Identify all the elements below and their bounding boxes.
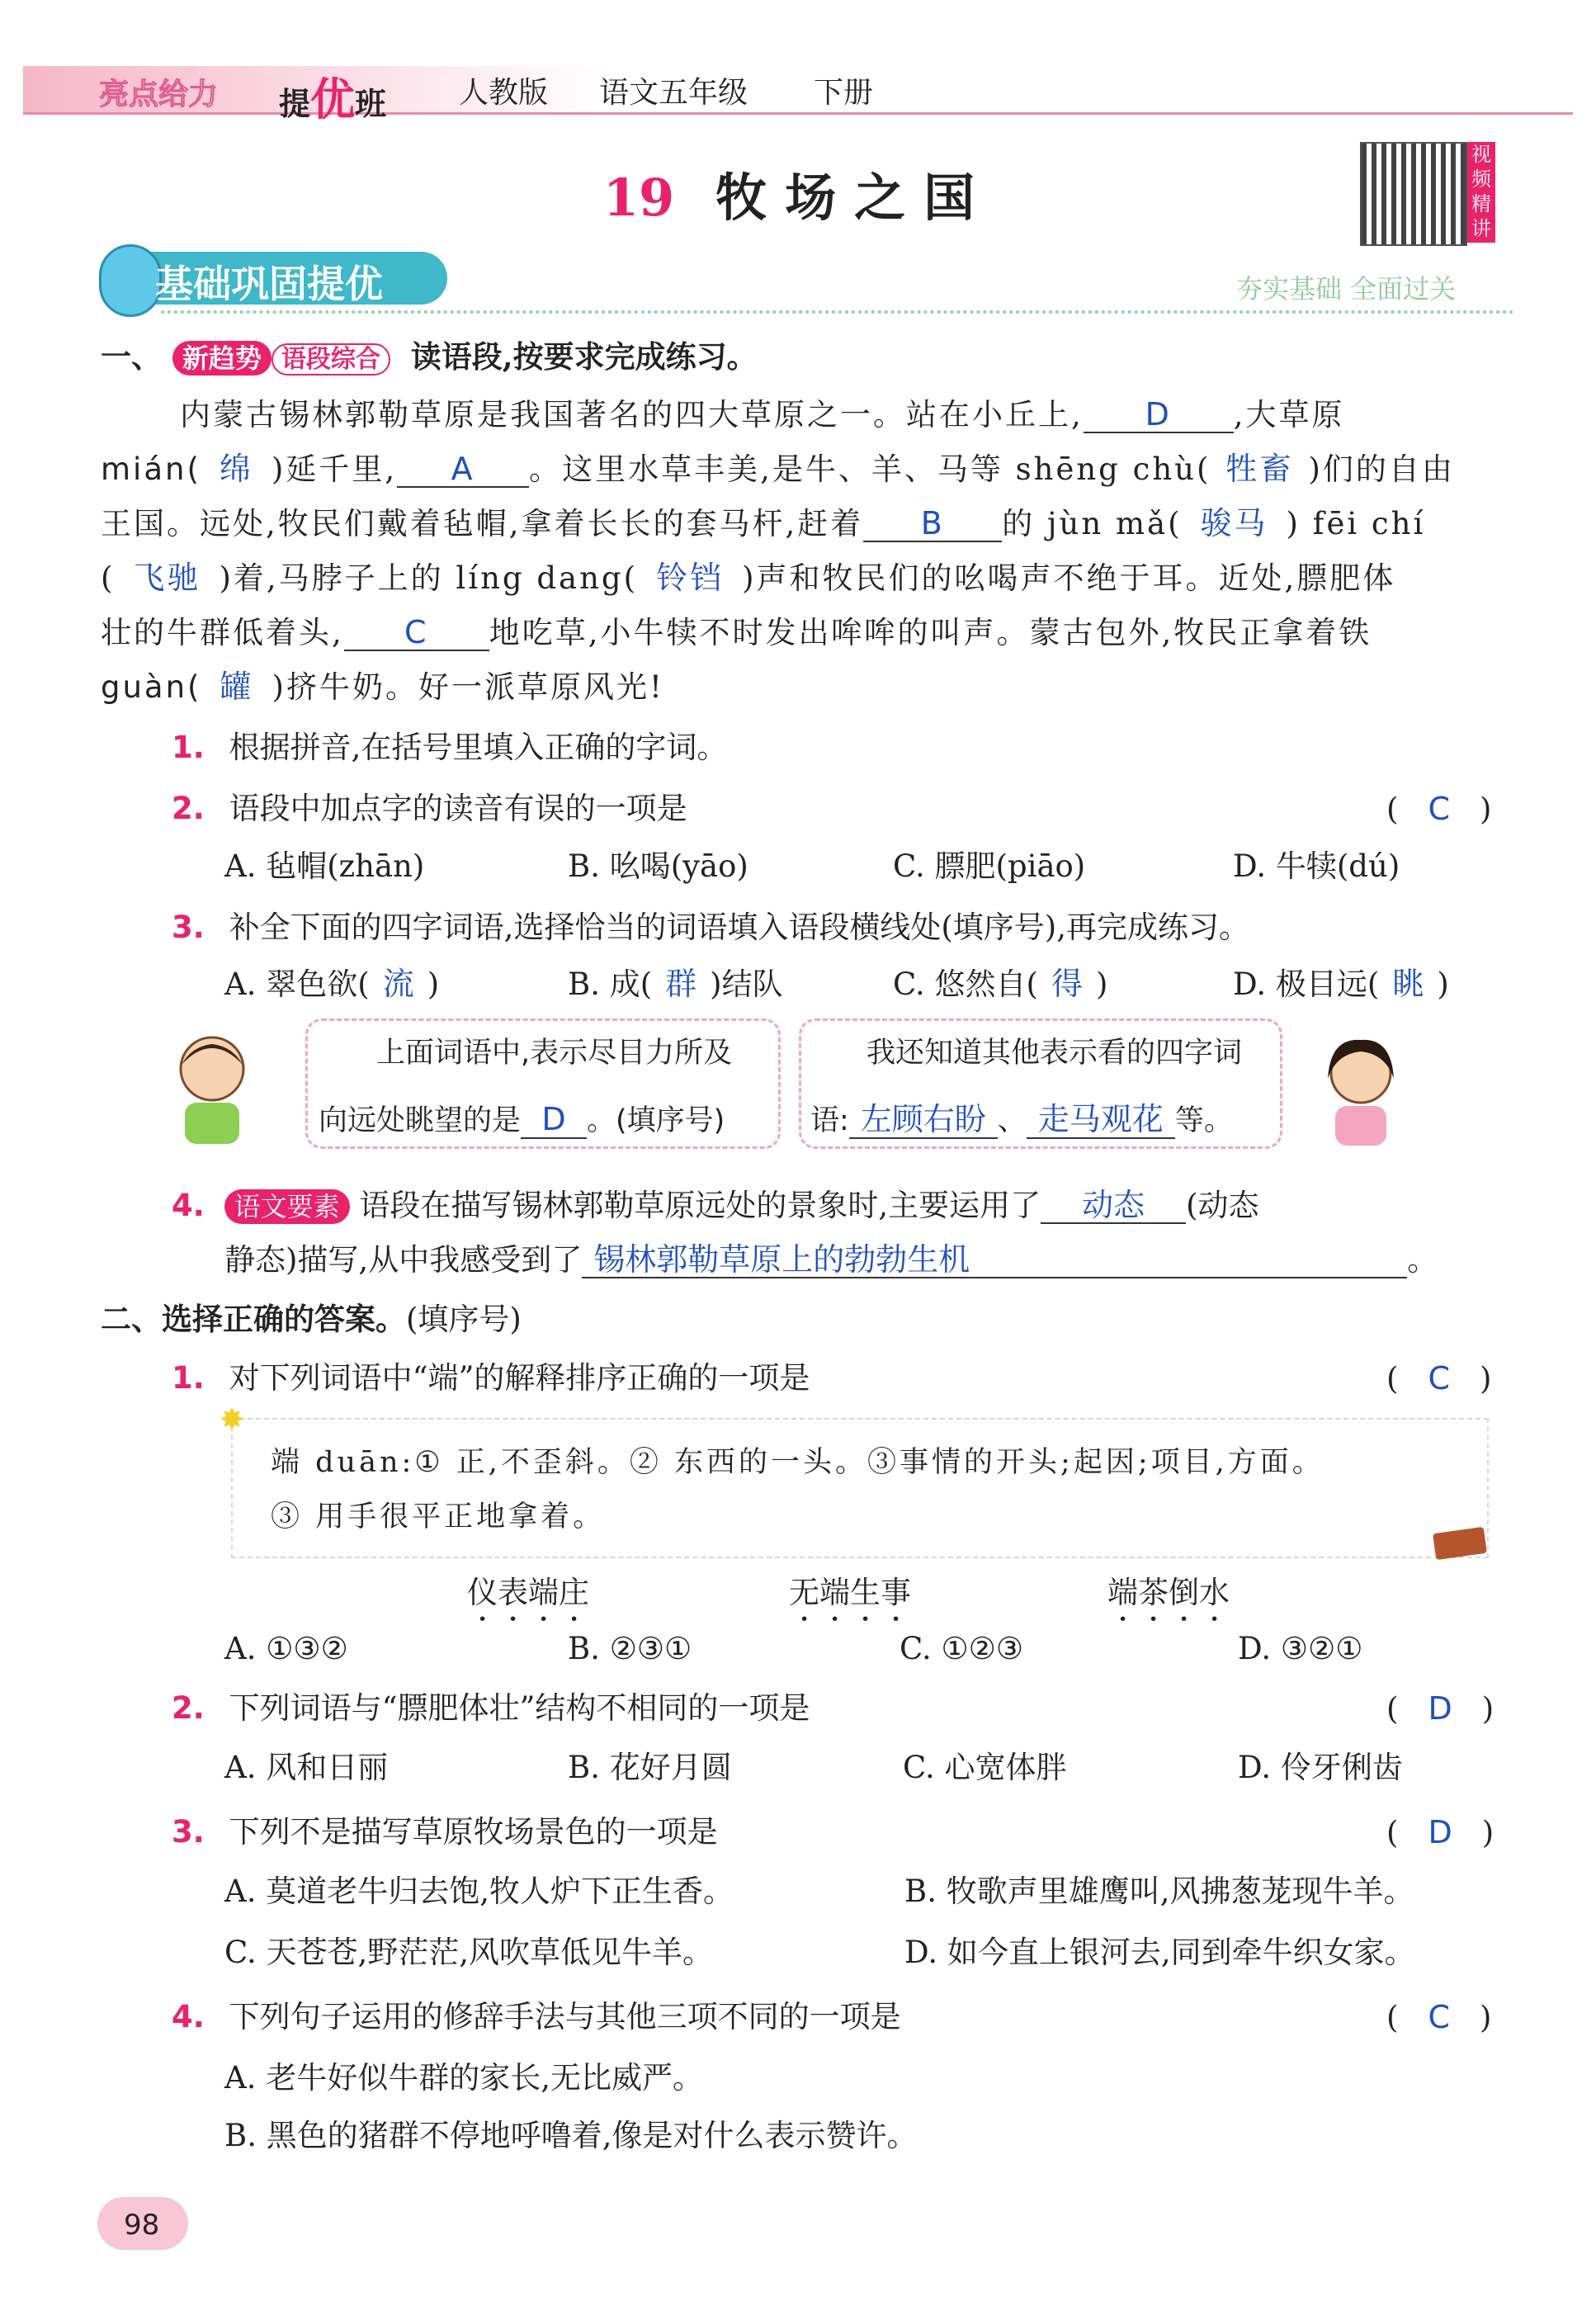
p2q3-option-c bbox=[224, 1936, 713, 1969]
definition-box bbox=[231, 1418, 1489, 1558]
option-text: A. 老牛好似牛群的家长,无比威严。 bbox=[224, 2060, 704, 2096]
passage-text: mián( bbox=[101, 451, 201, 487]
q3-option-d bbox=[1233, 967, 1449, 1001]
p2q2-option-b bbox=[568, 1751, 732, 1784]
series-logo-b: 优 bbox=[310, 73, 356, 125]
question-text: 静态)描写,从中我感受到了 bbox=[224, 1242, 583, 1278]
page-number: 98 bbox=[124, 2209, 160, 2242]
series-logo bbox=[279, 64, 386, 128]
qr-code-icon[interactable] bbox=[1360, 142, 1467, 246]
option-answer: 得 bbox=[1051, 966, 1083, 1002]
bubble-blank[interactable] bbox=[1027, 1103, 1175, 1139]
blank-2[interactable] bbox=[397, 452, 529, 488]
passage-line-3 bbox=[101, 507, 1425, 542]
word-text: 仪表端庄 bbox=[467, 1575, 589, 1610]
bubble-left-line-2 bbox=[319, 1103, 725, 1139]
sun-icon: ✸ bbox=[220, 1403, 245, 1437]
p2q3-option-b bbox=[904, 1875, 1414, 1908]
bubble-text: 。(填序号) bbox=[587, 1104, 725, 1137]
p2q2-option-d bbox=[1238, 1751, 1403, 1784]
option-text: C. 天苍苍,野茫茫,风吹草低见牛羊。 bbox=[224, 1935, 714, 1970]
option-answer: 群 bbox=[665, 966, 697, 1002]
option-text: B. 成( bbox=[568, 966, 653, 1002]
edition-label: 人教版 bbox=[459, 76, 549, 110]
option-text: D. 如今直上银河去,同到牵牛织女家。 bbox=[904, 1935, 1415, 1970]
blank-4[interactable] bbox=[344, 616, 489, 651]
question-number: 4. bbox=[172, 1188, 205, 1223]
part1-instruction: 读语段,按要求完成练习。 bbox=[410, 338, 758, 375]
p2q4-option-b bbox=[224, 2119, 917, 2152]
section-slogan: 夯实基础 全面过关 bbox=[1236, 273, 1457, 305]
p2q3-option-d bbox=[904, 1936, 1415, 1969]
blank-1[interactable] bbox=[1084, 398, 1234, 433]
header-bar bbox=[23, 66, 1573, 112]
option-text: B. 黑色的猪群不停地呼噜着,像是对什么表示赞许。 bbox=[224, 2118, 918, 2153]
type-tag: 语段综合 bbox=[272, 343, 390, 376]
answer-8: 铃铛 bbox=[656, 560, 725, 596]
question-text: 对下列词语中“端”的解释排序正确的一项是 bbox=[229, 1360, 810, 1396]
passage-line-2 bbox=[101, 452, 1455, 488]
answer-9: C bbox=[404, 614, 429, 650]
bubble-text: 向远处眺望的是 bbox=[319, 1104, 522, 1137]
passage-text: ) fēi chí bbox=[1286, 506, 1426, 541]
p2q4-option-a bbox=[224, 2062, 703, 2095]
section-divider bbox=[161, 310, 1514, 314]
bubble-right-line-1: 我还知道其他表示看的四字词 bbox=[866, 1037, 1243, 1070]
passage-line-6 bbox=[101, 670, 664, 704]
answer-10: 罐 bbox=[220, 669, 254, 705]
part1-number: 一、 bbox=[101, 338, 162, 375]
option-text: B. ②③① bbox=[568, 1631, 692, 1666]
question-text: 根据拼音,在括号里填入正确的字词。 bbox=[229, 730, 728, 765]
series-logo-c: 班 bbox=[355, 86, 387, 122]
passage-text: 王国。远处,牧民们戴着毡帽,拿着长长的套马杆,赶着 bbox=[101, 506, 864, 541]
p2q2-option-a bbox=[224, 1751, 388, 1784]
option-b bbox=[568, 850, 748, 883]
answer-3: A bbox=[451, 451, 475, 487]
answer-1: D bbox=[1145, 396, 1172, 432]
question-text: 语段中加点字的读音有误的一项是 bbox=[229, 791, 687, 826]
p2-question-2 bbox=[172, 1692, 810, 1725]
part2-number: 二、 bbox=[101, 1301, 162, 1337]
choice-answer: D bbox=[1428, 1814, 1452, 1850]
word-3 bbox=[1107, 1575, 1230, 1628]
option-text: C. 悠然自( bbox=[893, 966, 1038, 1002]
p2-question-1 bbox=[172, 1362, 810, 1395]
option-text: A. 风和日丽 bbox=[224, 1750, 389, 1785]
answer-6: 骏马 bbox=[1200, 505, 1268, 541]
element-tag: 语文要素 bbox=[224, 1189, 350, 1224]
question-text: 下列句子运用的修辞手法与其他三项不同的一项是 bbox=[229, 1999, 901, 2034]
option-text: A. 毡帽(zhān) bbox=[224, 848, 425, 884]
question-number: 1. bbox=[172, 730, 205, 765]
option-text: )结队 bbox=[710, 966, 783, 1002]
mascot-icon bbox=[99, 244, 162, 317]
answer-bracket[interactable]: ( D ) bbox=[1386, 1690, 1494, 1727]
brand-label: 亮点给力 bbox=[99, 78, 219, 111]
option-text: ) bbox=[1437, 966, 1449, 1002]
option-text: C. 心宽体胖 bbox=[903, 1750, 1067, 1785]
question-number: 1. bbox=[172, 1360, 205, 1396]
subject-label: 语文五年级 bbox=[599, 76, 748, 110]
bubble-left-line-1: 上面词语中,表示尽目力所及 bbox=[376, 1037, 733, 1070]
trend-tag: 新趋势 bbox=[172, 341, 272, 376]
passage-text: 的 jùn mǎ( bbox=[1002, 506, 1183, 541]
bubble-text: 、 bbox=[997, 1104, 1027, 1137]
option-answer: 眺 bbox=[1392, 966, 1424, 1002]
option-text: D. 极目远( bbox=[1233, 966, 1380, 1002]
option-d bbox=[1233, 850, 1400, 883]
option-text: B. 花好月圆 bbox=[568, 1750, 732, 1785]
p1-question-1 bbox=[172, 731, 727, 764]
header-divider bbox=[23, 112, 1573, 115]
option-text: ) bbox=[1095, 966, 1108, 1002]
passage-text: )着,马脖子上的 líng dang( bbox=[219, 560, 639, 596]
p2q2-option-c bbox=[903, 1751, 1067, 1784]
part2-title: 选择正确的答案。 bbox=[162, 1301, 406, 1337]
answer-2: 绵 bbox=[219, 451, 253, 487]
lesson-title bbox=[0, 157, 1596, 230]
section-banner-text: 基础巩固提优 bbox=[155, 262, 383, 306]
passage-text: )延千里, bbox=[271, 451, 398, 487]
lesson-number: 19 bbox=[602, 168, 675, 228]
part2-note: (填序号) bbox=[406, 1302, 522, 1337]
passage-line-5 bbox=[101, 616, 1372, 651]
option-a bbox=[224, 850, 424, 883]
choice-answer: D bbox=[1428, 1690, 1452, 1727]
option-text: A. ①③② bbox=[224, 1631, 348, 1666]
option-text: A. 翠色欲( bbox=[224, 966, 370, 1002]
p2q3-option-a bbox=[224, 1875, 734, 1908]
bubble-text: 等。 bbox=[1174, 1104, 1233, 1137]
answer-bracket[interactable]: ( D ) bbox=[1386, 1814, 1494, 1850]
passage-text: 。这里水草丰美,是牛、羊、马等 shēng chù( bbox=[529, 451, 1211, 487]
word-text: 端茶倒水 bbox=[1107, 1575, 1230, 1610]
question-text: 下列不是描写草原牧场景色的一项是 bbox=[229, 1814, 718, 1850]
q4-answer-2: 锡林郭勒草原上的勃勃生机 bbox=[593, 1241, 970, 1278]
girl-character-icon bbox=[1315, 1033, 1406, 1149]
question-text: 下列词语与“膘肥体壮”结构不相同的一项是 bbox=[229, 1690, 810, 1726]
p2q1-option-a bbox=[224, 1633, 348, 1666]
option-text: B. 吆喝(yāo) bbox=[568, 848, 748, 884]
question-text: (动态 bbox=[1186, 1188, 1259, 1223]
passage-text: 壮的牛群低着头, bbox=[101, 615, 344, 650]
word-2 bbox=[789, 1575, 911, 1628]
bubble-answer: 左顾右盼 bbox=[860, 1101, 986, 1137]
part1-header bbox=[101, 340, 758, 376]
question-text: 。 bbox=[1407, 1242, 1438, 1278]
option-c bbox=[893, 850, 1085, 883]
choice-answer: C bbox=[1428, 1999, 1450, 2035]
lesson-name: 牧场之国 bbox=[715, 168, 994, 228]
question-text: 语段在描写锡林郭勒草原远处的景象时,主要运用了 bbox=[359, 1188, 1041, 1223]
choice-answer: C bbox=[1428, 791, 1450, 827]
bubble-right-line-2 bbox=[810, 1103, 1233, 1139]
bubble-blank[interactable] bbox=[849, 1103, 998, 1139]
blank-3[interactable] bbox=[863, 507, 1002, 542]
q3-option-b bbox=[568, 967, 783, 1001]
answer-7: 飞驰 bbox=[133, 560, 201, 596]
p2-question-3 bbox=[172, 1816, 718, 1849]
passage-text: ( bbox=[101, 560, 116, 596]
p2q1-option-d bbox=[1238, 1633, 1362, 1666]
word-1 bbox=[467, 1575, 589, 1628]
q4-blank-1[interactable] bbox=[1041, 1188, 1186, 1224]
question-number: 2. bbox=[172, 1690, 205, 1726]
option-text: C. 膘肥(piāo) bbox=[893, 848, 1086, 884]
definition-line-1: 端 duān:① 正,不歪斜。② 东西的一头。③事情的开头;起因;项目,方面。 bbox=[271, 1446, 1324, 1479]
passage-text: ,大草原 bbox=[1233, 397, 1345, 432]
bubble-blank[interactable] bbox=[521, 1103, 587, 1139]
boy-character-icon bbox=[167, 1032, 257, 1147]
answer-bracket[interactable]: ( C ) bbox=[1386, 791, 1492, 827]
option-text: D. 伶牙俐齿 bbox=[1238, 1750, 1403, 1785]
passage-text: guàn( bbox=[101, 669, 202, 705]
q3-option-a bbox=[224, 967, 439, 1001]
bubble-answer: 走马观花 bbox=[1037, 1101, 1164, 1137]
option-text: B. 牧歌声里雄鹰叫,风拂葱茏现牛羊。 bbox=[904, 1874, 1414, 1909]
p1-question-2 bbox=[172, 792, 687, 825]
passage-text: )挤牛奶。好一派草原风光! bbox=[272, 669, 664, 705]
option-text: C. ①②③ bbox=[900, 1631, 1024, 1666]
passage-text: 地吃草,小牛犊不时发出哞哞的叫声。蒙古包外,牧民正拿着铁 bbox=[489, 615, 1372, 650]
passage-line-1 bbox=[180, 398, 1345, 433]
question-text: 补全下面的四字词语,选择恰当的词语填入语段横线处(填序号),再完成练习。 bbox=[229, 910, 1249, 945]
series-logo-a: 提 bbox=[279, 86, 311, 122]
option-text: ) bbox=[427, 966, 440, 1002]
definition-line-2: ③ 用手很平正地拿着。 bbox=[271, 1500, 606, 1533]
p2q1-option-c bbox=[900, 1633, 1023, 1666]
question-number: 4. bbox=[172, 1999, 205, 2034]
passage-text: 内蒙古锡林郭勒草原是我国著名的四大草原之一。站在小丘上, bbox=[180, 397, 1084, 432]
option-answer: 流 bbox=[382, 966, 414, 1002]
part2-header bbox=[101, 1302, 522, 1336]
q4-answer-1: 动态 bbox=[1082, 1187, 1145, 1223]
choice-answer: C bbox=[1428, 1360, 1450, 1396]
passage-line-4 bbox=[101, 561, 1395, 595]
option-text: D. ③②① bbox=[1238, 1631, 1363, 1666]
question-number: 2. bbox=[172, 791, 205, 826]
option-text: A. 莫道老牛归去饱,牧人炉下正生香。 bbox=[224, 1874, 734, 1909]
p1-question-4 bbox=[172, 1188, 1259, 1224]
question-number: 3. bbox=[172, 910, 205, 945]
question-number: 3. bbox=[172, 1814, 205, 1850]
qr-label: 视频精讲 bbox=[1467, 142, 1495, 243]
p2-question-4 bbox=[172, 2001, 901, 2034]
bubble-text: 语: bbox=[810, 1104, 849, 1137]
answer-bracket[interactable]: ( C ) bbox=[1386, 1360, 1492, 1396]
passage-text: )们的自由 bbox=[1308, 451, 1455, 487]
answer-5: B bbox=[920, 505, 945, 541]
q4-blank-2[interactable] bbox=[582, 1243, 1407, 1278]
p1-question-3 bbox=[172, 911, 1249, 944]
q3-option-c bbox=[893, 967, 1107, 1001]
word-text: 无端生事 bbox=[789, 1575, 911, 1610]
volume-label: 下册 bbox=[814, 76, 874, 110]
answer-4: 牲畜 bbox=[1225, 451, 1294, 487]
p1-question-4-line-2 bbox=[224, 1243, 1438, 1278]
p2q1-option-b bbox=[568, 1633, 692, 1666]
bubble-answer: D bbox=[541, 1101, 566, 1137]
passage-text: )声和牧民们的吆喝声不绝于耳。近处,膘肥体 bbox=[742, 560, 1396, 596]
option-text: D. 牛犊(dú) bbox=[1233, 848, 1400, 884]
answer-bracket[interactable]: ( C ) bbox=[1386, 1999, 1492, 2035]
